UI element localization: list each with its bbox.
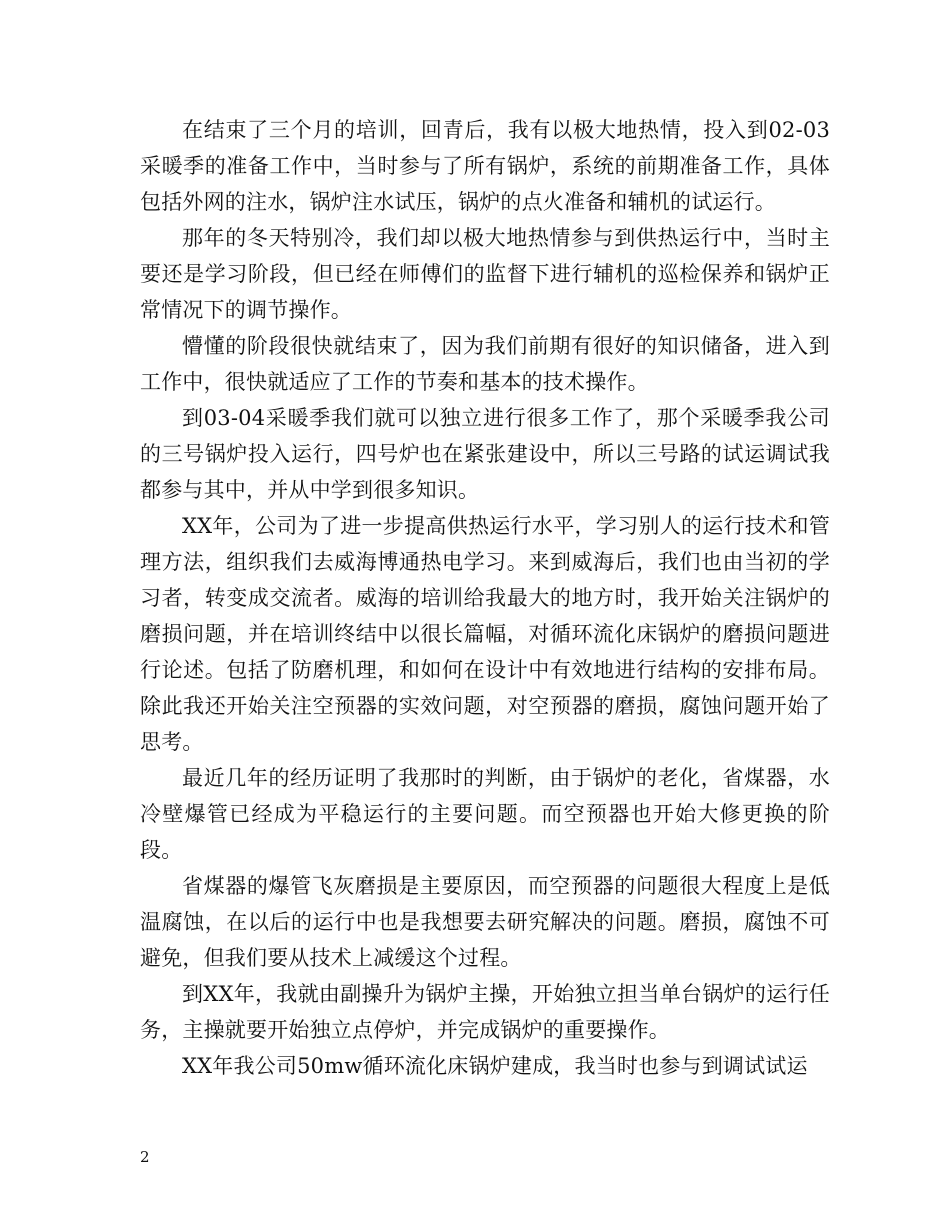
document-body: [140, 112, 830, 1084]
paragraph-2: 那年的冬天特别冷，我们却以极大地热情参与到供热运行中，当时主要还是学习阶段，但已经在师傅们的监督下进行辅机的巡检保养和锅炉正常情况下的调节操作。: [140, 226, 830, 322]
paragraph-5: XX年，公司为了进一步提高供热运行水平，学习别人的运行技术和管理方法，组织我们去威海博通热电学习。来到威海后，我们也由当初的学习者，转变成交流者。威海的培训给我最大的地方时，我开始关注锅炉的磨损问题，并在培训终结中以很长篇幅，对循环流化床锅炉的磨损问题进行论述。包括了防磨机理，和如何在设计中有效地进行结构的安排布局。除此我还开始关注空预器的实效问题，对空预器的磨损，腐蚀问题开始了思考。: [140, 514, 830, 754]
paragraph-4: 到03-04采暖季我们就可以独立进行很多工作了，那个采暖季我公司的三号锅炉投入运行，四号炉也在紧张建设中，所以三号路的试运调试我都参与其中，并从中学到很多知识。: [140, 406, 830, 502]
paragraph-9: XX年我公司50mw循环流化床锅炉建成，我当时也参与到调试试运: [182, 1054, 808, 1078]
paragraph-1: 在结束了三个月的培训，回青后，我有以极大地热情，投入到02-03采暖季的准备工作中，当时参与了所有锅炉，系统的前期准备工作，具体包括外网的注水，锅炉注水试压，锅炉的点火准备和辅机的试运行。: [140, 118, 830, 214]
paragraph-7: 省煤器的爆管飞灰磨损是主要原因，而空预器的问题很大程度上是低温腐蚀，在以后的运行中也是我想要去研究解决的问题。磨损，腐蚀不可避免，但我们要从技术上减缓这个过程。: [140, 874, 830, 970]
page-number: 2: [140, 1148, 150, 1166]
paragraph-6: 最近几年的经历证明了我那时的判断，由于锅炉的老化，省煤器，水冷壁爆管已经成为平稳运行的主要问题。而空预器也开始大修更换的阶段。: [140, 766, 830, 862]
paragraph-3: 懵懂的阶段很快就结束了，因为我们前期有很好的知识储备，进入到工作中，很快就适应了工作的节奏和基本的技术操作。: [140, 334, 830, 394]
paragraph-8: 到XX年，我就由副操升为锅炉主操，开始独立担当单台锅炉的运行任务，主操就要开始独立点停炉，并完成锅炉的重要操作。: [140, 982, 830, 1042]
